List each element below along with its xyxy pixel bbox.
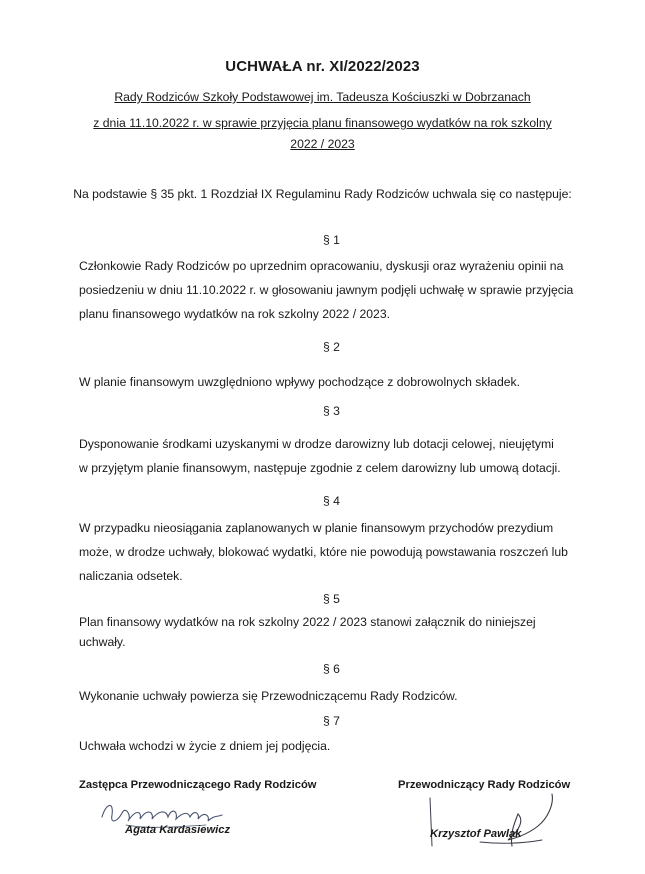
document-intro: Na podstawie § 35 pkt. 1 Rozdział IX Regulaminu Rady Rodziców uchwala się co następuje: [73,187,572,201]
section-1-line-2: posiedzeniu w dniu 11.10.2022 r. w głosowaniu jawnym podjęli uchwałę w sprawie przyjęcia [79,283,574,297]
section-5-heading: § 5 [323,592,340,606]
section-2-line-1: W planie finansowym uwzględniono wpływy pochodzące z dobrowolnych składek. [79,375,521,389]
section-6-line-1: Wykonanie uchwały powierza się Przewodniczącemu Rady Rodziców. [79,689,458,703]
section-4-line-1: W przypadku nieosiągania zaplanowanych w planie finansowym przychodów prezydium [79,521,554,535]
section-7-line-1: Uchwała wchodzi w życie z dniem jej podjęcia. [79,739,331,753]
section-3-body [79,432,584,480]
handwritten-signature-right [420,790,570,850]
section-4-line-3: naliczania odsetek. [79,569,183,583]
section-5-line-1: Plan finansowy wydatków na rok szkolny 2022 / 2023 stanowi załącznik do niniejszej [79,615,536,629]
section-6-body [79,684,584,708]
signature-left-name: Agata Kardasiewicz [125,824,231,836]
section-5-body [79,612,584,652]
signature-right-role: Przewodniczący Rady Rodziców [398,779,571,791]
section-4-line-2: może, w drodze uchwały, blokować wydatki, które nie powodują powstawania roszczeń lub [79,545,568,559]
section-1-body [79,254,584,326]
section-4-heading: § 4 [323,494,340,508]
section-1-heading: § 1 [323,233,340,247]
section-4-body [79,516,584,588]
section-2-body [79,370,584,394]
document-subtitle-date: z dnia 11.10.2022 r. w sprawie przyjęcia planu finansowego wydatków na rok szkolny [93,116,552,130]
section-6-heading: § 6 [323,662,340,676]
section-5-line-2: uchwały. [79,635,126,649]
section-1-line-3: planu finansowego wydatków na rok szkolny 2022 / 2023. [79,307,390,321]
document-title: UCHWAŁA nr. XI/2022/2023 [225,58,420,75]
document-subtitle-year: 2022 / 2023 [290,137,355,151]
section-3-heading: § 3 [323,404,340,418]
section-7-body [79,734,584,758]
section-3-line-1: Dysponowanie środkami uzyskanymi w drodze darowizny lub dotacji celowej, nieujętymi [79,437,554,451]
section-2-heading: § 2 [323,340,340,354]
section-7-heading: § 7 [323,714,340,728]
section-1-line-1: Członkowie Rady Rodziców po uprzednim opracowaniu, dyskusji oraz wyrażeniu opinii na [79,259,564,273]
section-3-line-2: w przyjętym planie finansowym, następuje zgodnie z celem darowizny lub umową dotacji. [79,461,561,475]
signature-right-name: Krzysztof Pawlak [430,828,522,840]
document-subtitle-council: Rady Rodziców Szkoły Podstawowej im. Tadeusza Kościuszki w Dobrzanach [114,90,531,104]
signature-left-role: Zastępca Przewodniczącego Rady Rodziców [79,779,317,791]
